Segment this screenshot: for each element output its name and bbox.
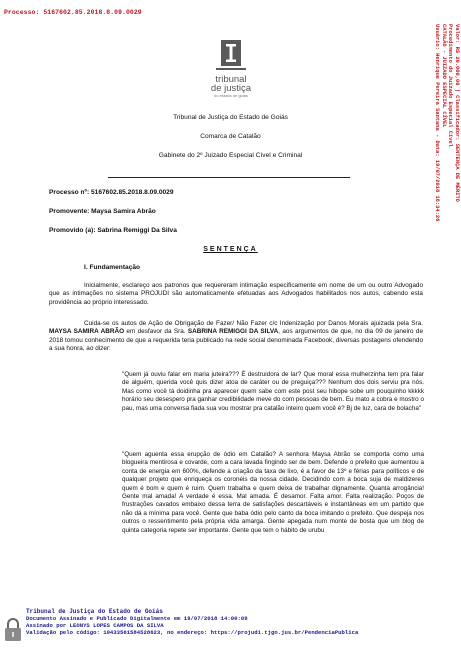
plaintiff: Promovente: Maysa Samira Abrão [49, 208, 156, 215]
footer-validation-link[interactable]: Validação pelo código: 10433561584528623, no endereço: https://projudi.tjgo.jus.br/PendenciaPublica [26, 629, 359, 637]
logo-text: tribunal [215, 74, 247, 85]
paragraph-text: Cuida-se os autos de Ação de Obrigação de Fazer/ Não Fazer c/c Indenização por Danos Morais ajuizada pela Sra. [84, 320, 423, 327]
section-heading: I. Fundamentação [84, 264, 141, 271]
footer-line: Documento Assinado e Publicado Digitalmente em 19/07/2018 14:00:09 [26, 615, 248, 623]
process-number: Processo nº: 5167602.85.2018.8.09.0029 [49, 189, 174, 196]
quote-block: "Quem aguenta essa erupção de ódio em Catalão? A senhora Maysa Abrão se comporta como uma blogueira mentirosa e covarde, com a cara lavada fingindo ser de bem. Defende o prefeito que aumentou a conta de energia em 600%, defende a criação da taxa de lixo, é a favor de 13º e férias para políticos e de qualquer projeto que enriqueça os coronéis da nossa cidade. Decidindo com a boca suja de maldizeres quem é bom e quem é ruim. Quem trabalha e quem deixa de trabalhar dignamente. Quanta arrogância! Gente mal amada! A verdade é essa. Mal amada. É desamor. Falta amor. Falta realização. Poços de frustrações cavados embaixo dessa terra de satisfações descartáveis e instantâneas em um partido que não dá a mínima para você. Gente que baba ódio pelo canto da boca imitando o prefeito. Que despeja nos outros o ressentimento pela própria vida amarga. Gente apegada num monte de bosta que um blog de quinta categoria repete ser importante. Gente que tem o hábito de urubu [122, 451, 424, 534]
defendant: Promovido (a): Sabrina Remiggi Da Silva [49, 227, 177, 234]
court-logo [210, 38, 252, 98]
footer-line: Assinado por LEONYS LOPES CAMPOS DA SILVA [26, 622, 164, 630]
district-name: Comarca de Catalão [200, 133, 261, 140]
side-stamp-line: Procedimento do Juizado Especial Cível [447, 24, 454, 147]
paragraph-text: Inicialmente, esclareço aos patronos que requereram intimação especificamente em nome de um ou outro Advogado que as intimações no sistema PROJUDI são automaticamente efetuadas aos Advogados habilitados nos autos, cabendo esta providência ao próprio interessado. [49, 282, 423, 306]
document-title: SENTENÇA [203, 246, 258, 253]
plaintiff-name: MAYSA SAMIRA ABRÃO [49, 328, 125, 336]
court-name: Tribunal de Justiça do Estado de Goiás [173, 114, 288, 121]
paragraph-text: , aos argumentos de que, no dia 09 de janeiro de 2018 tomou conhecimento de que a requerida teria publicado na rede social denominada Facebook, diversas postagens ofendendo a sua honra, ao dizer: [49, 328, 423, 353]
lock-icon [4, 616, 22, 642]
logo-text: de justiça [210, 83, 252, 94]
side-stamp-line: CATALÃO - JUIZADO ESPECIAL CÍVEL [440, 24, 447, 128]
quote-block: "Quem já ouviu falar em maria juteira??? É destruidora de lar? Que moral essa mulherzinha tem pra falar de alguém, querida você quis dizer atoa de caráter ou de preguiça??? Nenhum dos dois serviu pra nós. Mas como você tá doidinha pra aparecer quem sabe com este post seu hibope sobe um pouquinho kkkkk horário seu desespero pra ganhar credibilidade meve do com pessoas de bem. Eu mato a cobra e mostro o pau, mas uma conversa fiada sua vou mostrar pra catalão inteiro quem você é? Bj de luz, cara de bolacha" [122, 371, 424, 412]
paragraph-text: em desfavor da Sra. [124, 328, 188, 336]
logo-text: do estado de goiás [214, 93, 248, 98]
paragraph [49, 282, 423, 307]
paragraph [49, 320, 423, 354]
side-stamp-line: Usuário: Henrique Pereira Santana - Data: 19/07/2018 16:34:26 [434, 24, 441, 222]
defendant-name: SABRINA REMIGGI DA SILVA [187, 328, 279, 336]
office-name: Gabinete do 2º Juizado Especial Cível e Criminal [158, 152, 303, 159]
divider [108, 177, 350, 178]
footer-text [26, 608, 358, 636]
side-stamp-line: Valor: R$ 20.000,00 | Classificador: SENTENÇA DE MÉRITO [454, 24, 460, 202]
side-stamp [434, 24, 460, 274]
court-emblem-icon [210, 38, 252, 74]
signature-footer [4, 606, 444, 648]
process-stamp: Processo: 5167602.85.2018.8.09.0029 [4, 9, 142, 16]
footer-line: Tribunal de Justiça do Estado de Goiás [26, 608, 163, 615]
